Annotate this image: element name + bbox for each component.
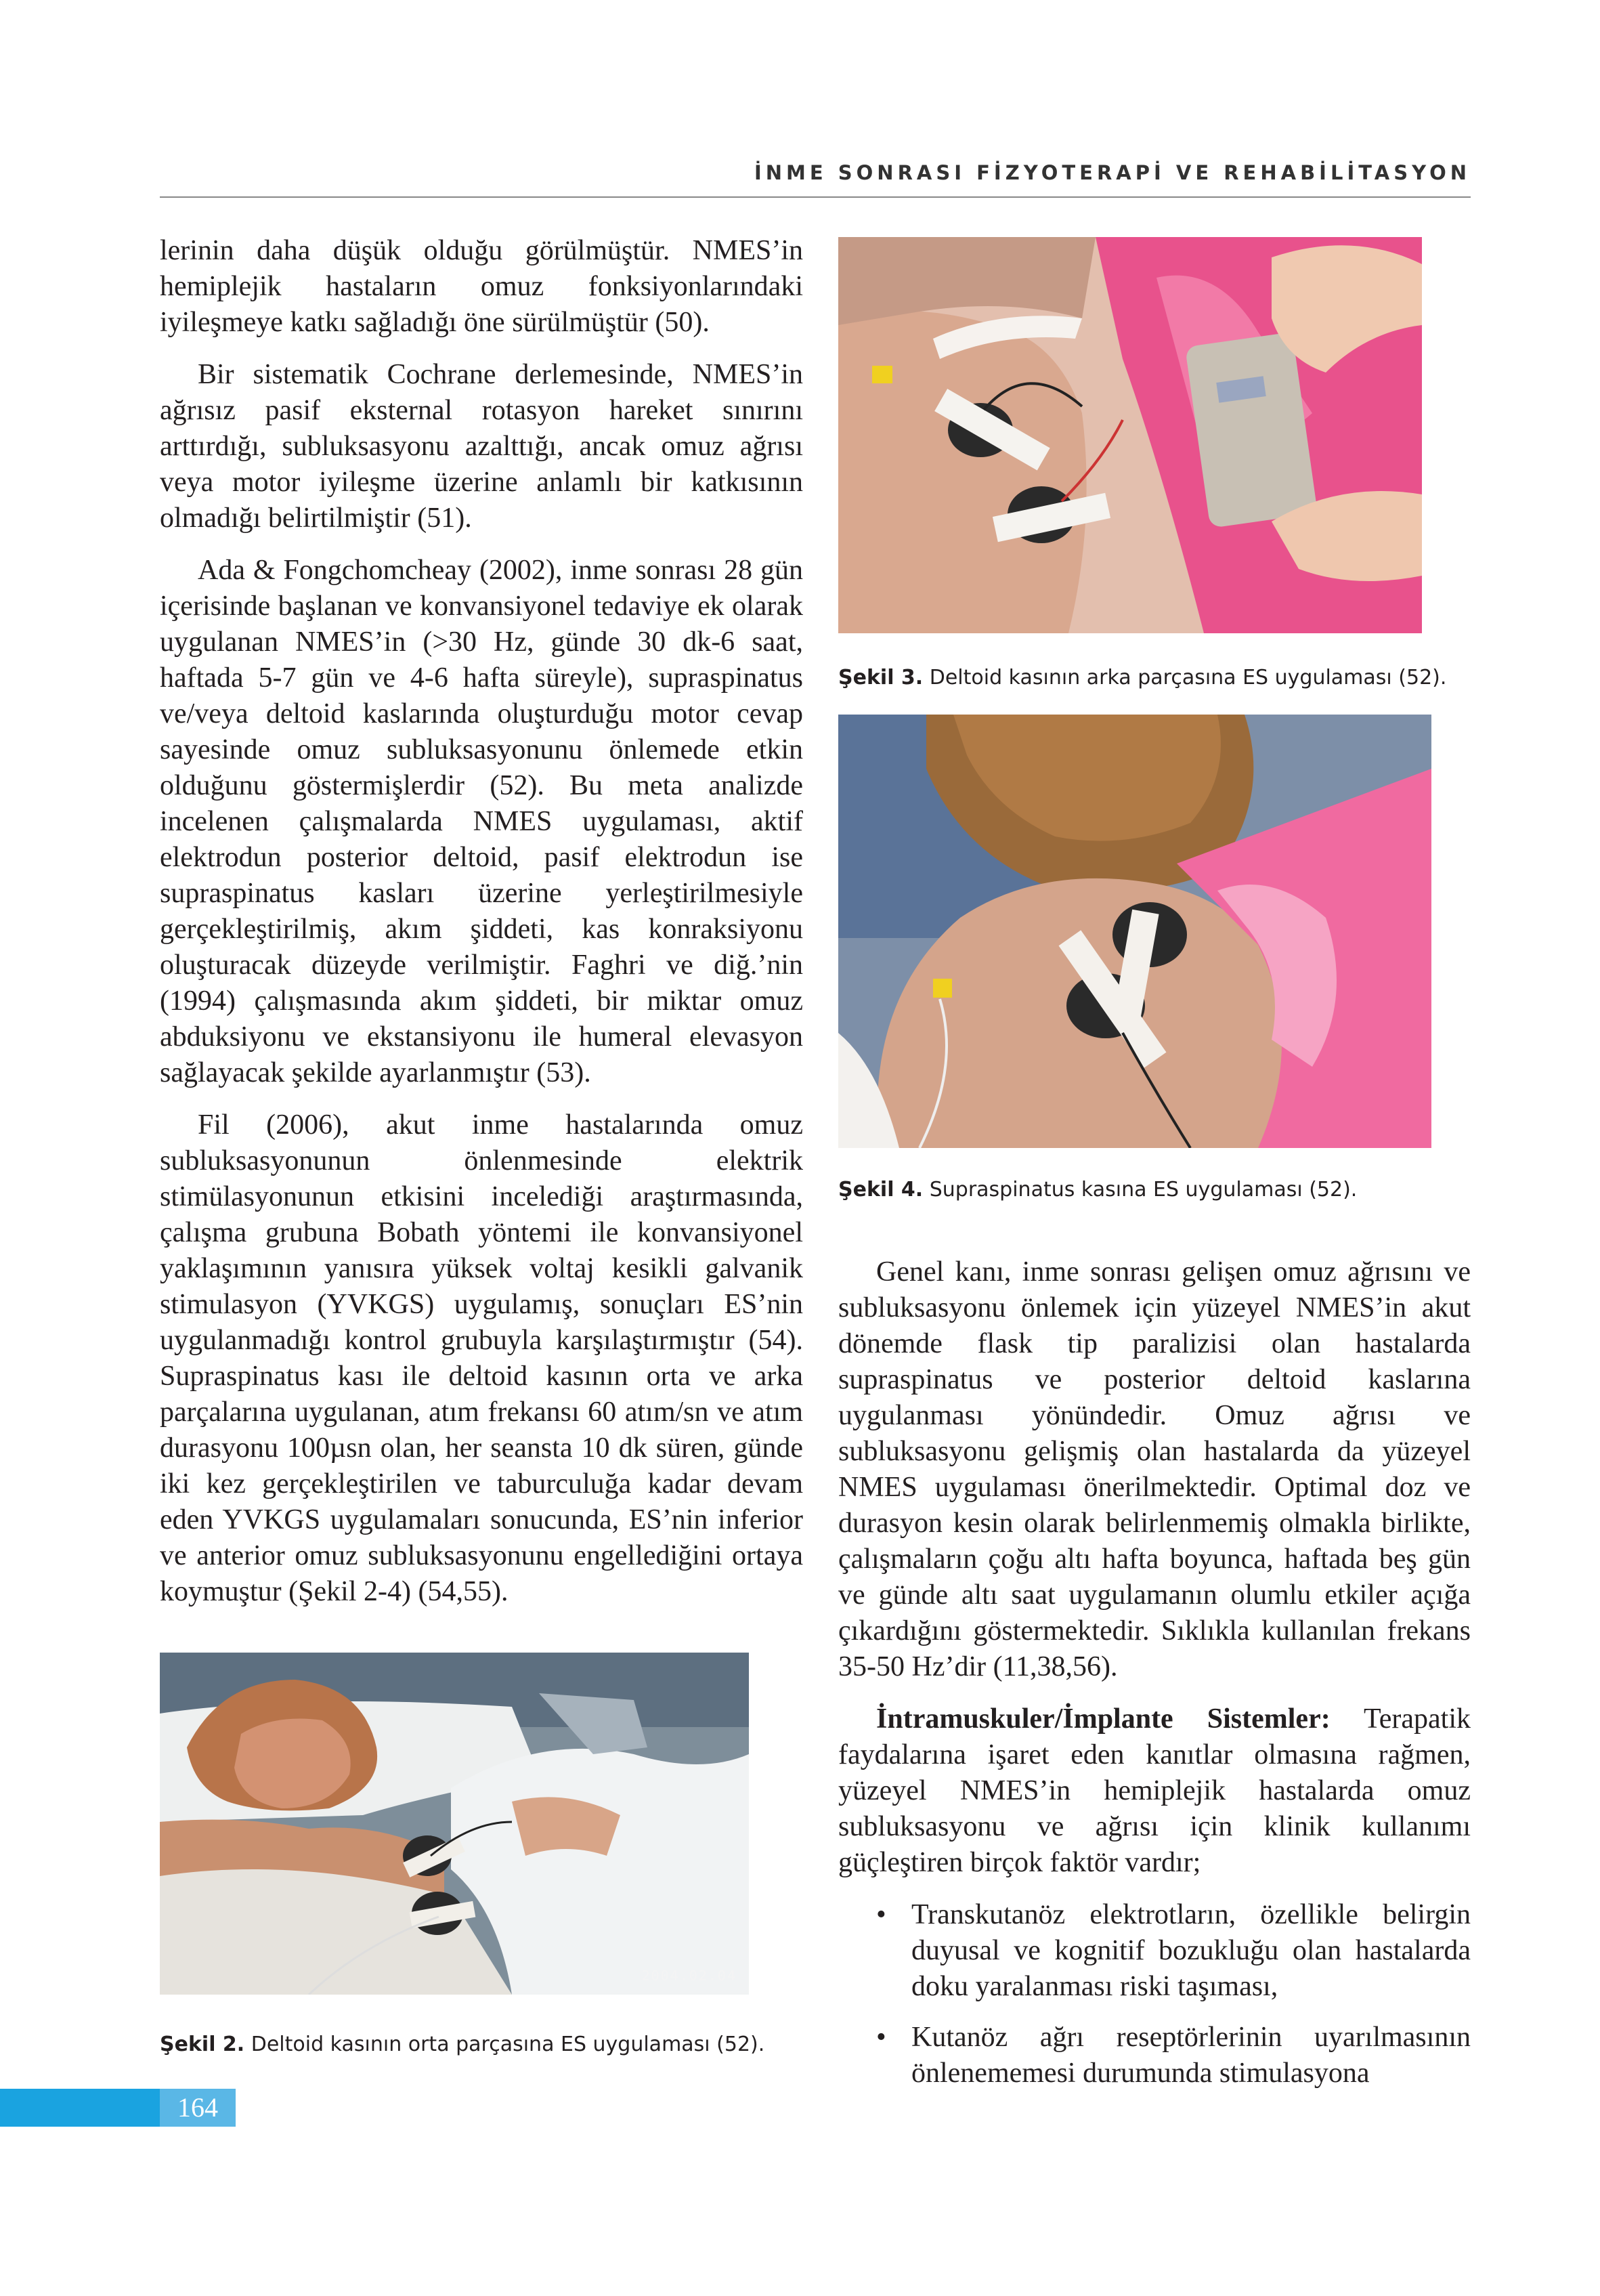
figure-4-label: Şekil 4. <box>838 1178 924 1202</box>
section-body: Terapatik faydalarına işaret eden kanıtlar olmasına rağmen, yüzeyel NMES’in hemiplejik hastalarda omuz subluksasyonu ve ağrısı için klinik kullanımı güçleştiren birçok faktör vardır; <box>838 1703 1471 1878</box>
figure-2-illustration <box>160 1653 749 1995</box>
section-paragraph <box>838 1701 1471 1881</box>
figure-3-caption <box>838 665 1446 691</box>
body-paragraph: Genel kanı, inme sonrası gelişen omuz ağrısını ve subluksasyonu önlemek için yüzeyel NMES’in akut dönemde flask tip paralizisi olan hastalarda supraspinatus ve posterior deltoid kaslarına uygulanması yönündedir. Omuz ağrısı ve subluksasyonu gelişmiş olan hastalarda da yüzeyel NMES uygulaması önerilmektedir. Optimal doz ve durasyon kesin olarak belirlenmemiş olmakla birlikte, çalışmaların çoğu altı hafta boyunca, haftada beş gün ve günde altı saat uygulamanın olumlu etkiler açığa çıkardığını göstermektedir. Sıklıkla kullanılan frekans 35-50 Hz’dir (11,38,56). <box>838 1256 1471 1682</box>
left-text-column <box>160 233 803 1626</box>
page-number: 164 <box>160 2089 236 2127</box>
figure-3-illustration <box>838 237 1422 633</box>
bullet-list <box>838 1897 1471 2091</box>
figure-4-illustration <box>838 715 1431 1148</box>
figure-3-caption-text: Deltoid kasının arka parçasına ES uygulaması (52). <box>923 666 1447 689</box>
bullet-text: Transkutanöz elektrotların, özellikle belirgin duyusal ve kognitif bozukluğu olan hastalarda doku yaralanması riski taşıması, <box>911 1899 1471 2002</box>
figure-3-photo <box>838 237 1422 633</box>
figure-2-caption-text: Deltoid kasının orta parçasına ES uygulaması (52). <box>244 2033 765 2056</box>
body-paragraph: Fil (2006), akut inme hastalarında omuz subluksasyonunun önlenmesinde elektrik stimülasyonunun etkisini incelediği araştırmasında, çalışma grubuna Bobath yöntemi ile konvansiyonel yaklaşımının yanısıra yüksek voltaj kesikli galvanik stimulasyon (YVKGS) uygulamış, sonuçları ES’nin uygulanmadığı kontrol grubuyla karşılaştırmıştır (54). Supraspinatus kası ile deltoid kasının orta ve arka parçalarına uygulanan, atım frekansı 60 atım/sn ve atım durasyonu 100µsn olan, her seansta 10 dk süren, günde iki kez gerçekleştirilen ve taburculuğa kadar devam eden YVKGS uygulamaları sonucunda, ES’nin inferior ve anterior omuz subluksasyonunu engellediğini ortaya koymuştur (Şekil 2-4) (54,55). <box>160 1109 803 1607</box>
figure-2-label: Şekil 2. <box>160 2033 245 2056</box>
figure-3-label: Şekil 3. <box>838 666 924 689</box>
photo-datestamp: 2004.02.04 <box>641 1968 737 1984</box>
figure-4-caption-text: Supraspinatus kasına ES uygulaması (52). <box>923 1178 1358 1202</box>
right-text-column <box>838 1254 1471 2106</box>
figure-4-caption <box>838 1177 1357 1203</box>
figure-2-caption <box>160 2032 764 2058</box>
figure-4-photo <box>838 715 1431 1148</box>
bullet-icon: • <box>876 2022 886 2053</box>
bullet-text: Kutanöz ağrı reseptörlerinin uyarılmasının önlenememesi durumunda stimulasyona <box>911 2022 1471 2089</box>
bullet-icon: • <box>876 1899 886 1930</box>
body-paragraph: Ada & Fongchomcheay (2002), inme sonrası 28 gün içerisinde başlanan ve konvansiyonel tedaviye ek olarak uygulanan NMES’in (>30 Hz, günde 30 dk-6 saat, haftada 5-7 gün ve 4-6 hafta süreyle), supraspinatus ve/veya deltoid kaslarında oluşturduğu motor cevap sayesinde omuz subluksasyonunu önlemede etkin olduğunu göstermişlerdir (52). Bu meta analizde incelenen çalışmalarda NMES uygulaması, aktif elektrodun posterior deltoid, pasif elektrodun ise supraspinatus kasları üzerine yerleştirilmesiyle gerçekleştirilmiş, akım şiddeti, kas konraksiyonu oluşturacak düzeyde verilmiştir. Faghri ve diğ.’nin (1994) çalışmasında akım şiddeti, bir miktar omuz abduksiyonu ve ekstansiyonu ile humeral elevasyon sağlayacak şekilde ayarlanmıştır (53). <box>160 555 803 1088</box>
figure-2-photo <box>160 1653 749 1995</box>
running-header: İNME SONRASI FİZYOTERAPİ VE REHABİLİTASYON <box>754 161 1471 184</box>
list-item <box>838 1897 1471 2005</box>
body-paragraph: lerinin daha düşük olduğu görülmüştür. NMES’in hemiplejik hastaların omuz fonksiyonlarındaki iyileşmeye katkı sağladığı öne sürülmüştür (50). <box>160 235 803 338</box>
body-paragraph: Bir sistematik Cochrane derlemesinde, NMES’in ağrısız pasif eksternal rotasyon hareket sınırını arttırdığı, subluksasyonu azalttığı, ancak omuz ağrısı veya motor iyileşme üzerine anlamlı bir katkısının olmadığı belirtilmiştir (51). <box>160 359 803 534</box>
list-item <box>838 2020 1471 2091</box>
header-rule <box>160 196 1471 198</box>
section-heading: İntramuskuler/İmplante Sistemler: <box>876 1703 1331 1735</box>
